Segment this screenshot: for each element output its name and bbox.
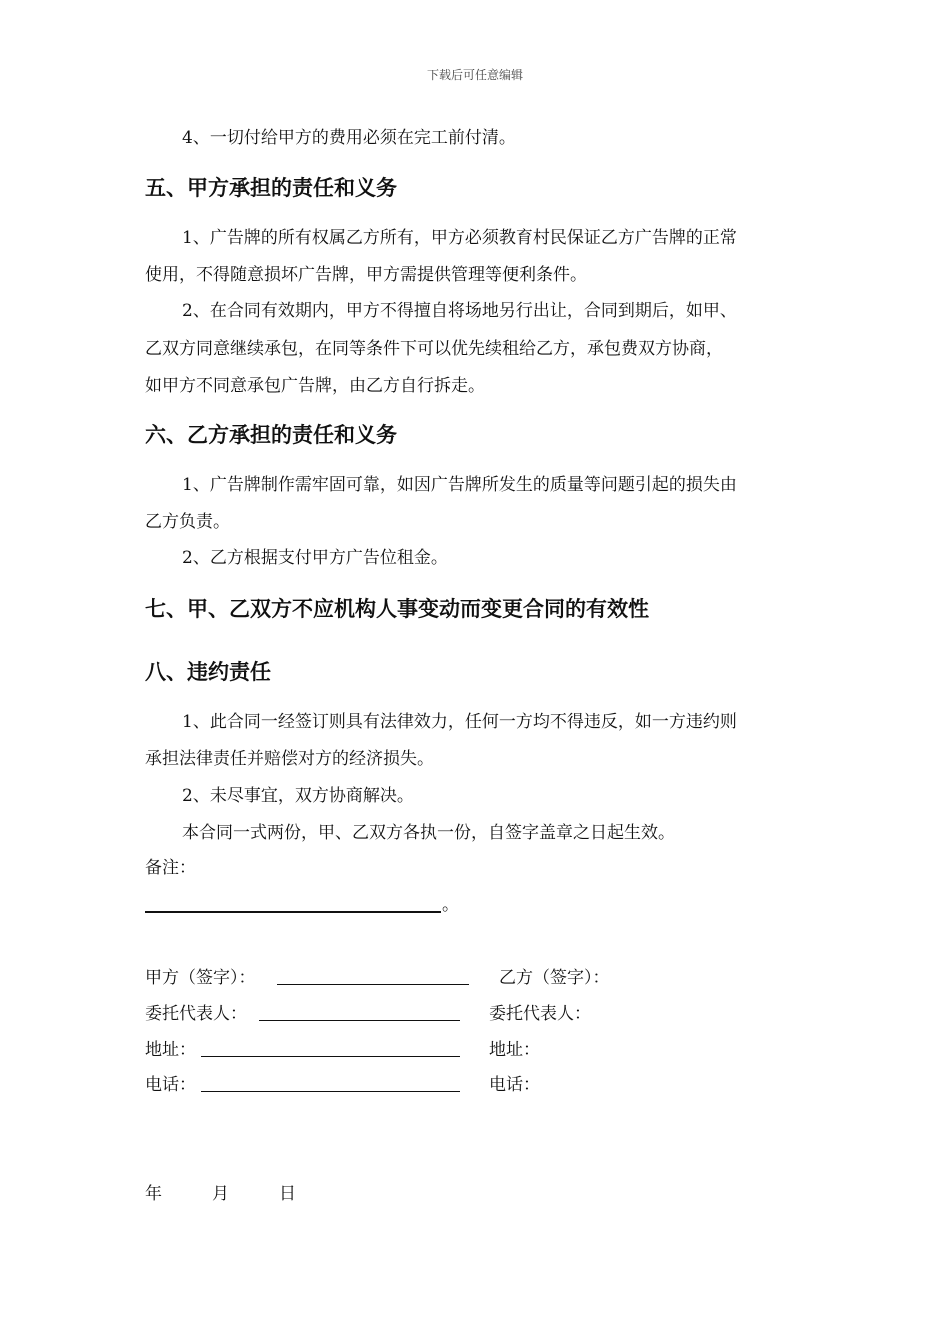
sec8-item2: 2、未尽事宜，双方协商解决。 bbox=[182, 786, 414, 806]
party-b-phone-label: 电话： bbox=[489, 1075, 540, 1095]
date-day: 日 bbox=[279, 1184, 296, 1204]
sec6-item2: 2、乙方根据支付甲方广告位租金。 bbox=[182, 548, 448, 568]
party-a-address-field[interactable] bbox=[201, 1038, 460, 1057]
remarks-field[interactable] bbox=[145, 893, 441, 913]
remarks-label: 备注： bbox=[145, 858, 196, 878]
sec5-item2-line3: 如甲方不同意承包广告牌，由乙方自行拆走。 bbox=[145, 376, 485, 396]
closing-statement: 本合同一式两份，甲、乙双方各执一份，自签字盖章之日起生效。 bbox=[182, 823, 675, 843]
party-a-rep-field[interactable] bbox=[259, 1002, 460, 1021]
party-a-rep-label: 委托代表人： bbox=[145, 1004, 247, 1024]
sec5-item1-line2: 使用，不得随意损坏广告牌，甲方需提供管理等便利条件。 bbox=[145, 265, 587, 285]
party-a-signature-field[interactable] bbox=[277, 966, 469, 985]
party-a-phone-field[interactable] bbox=[201, 1073, 460, 1092]
sec8-item1-line1: 1、此合同一经签订则具有法律效力，任何一方均不得违反，如一方违约则 bbox=[182, 712, 737, 732]
sec5-item2-line2: 乙双方同意继续承包，在同等条件下可以优先续租给乙方，承包费双方协商， bbox=[145, 339, 723, 359]
party-a-signature-label: 甲方（签字）： bbox=[145, 968, 256, 988]
party-b-address-label: 地址： bbox=[489, 1040, 540, 1060]
party-a-address-label: 地址： bbox=[145, 1040, 196, 1060]
sec5-item1-line1: 1、广告牌的所有权属乙方所有，甲方必须教育村民保证乙方广告牌的正常 bbox=[182, 228, 737, 248]
remarks-period: 。 bbox=[442, 895, 459, 915]
party-a-phone-label: 电话： bbox=[145, 1075, 196, 1095]
sec6-item1-line2: 乙方负责。 bbox=[145, 512, 230, 532]
section-7-title: 七、甲、乙双方不应机构人事变动而变更合同的有效性 bbox=[145, 597, 649, 621]
sec5-item2-line1: 2、在合同有效期内，甲方不得擅自将场地另行出让，合同到期后，如甲、 bbox=[182, 301, 737, 321]
party-b-rep-label: 委托代表人： bbox=[489, 1004, 591, 1024]
party-b-signature-label: 乙方（签字）： bbox=[499, 968, 610, 988]
page-header: 下载后可任意编辑 bbox=[426, 68, 523, 82]
date-year: 年 bbox=[145, 1184, 162, 1204]
sec8-item1-line2: 承担法律责任并赔偿对方的经济损失。 bbox=[145, 749, 434, 769]
remarks-underline bbox=[145, 893, 441, 913]
sec6-item1-line1: 1、广告牌制作需牢固可靠，如因广告牌所发生的质量等问题引起的损失由 bbox=[182, 475, 737, 495]
section-5-title: 五、甲方承担的责任和义务 bbox=[145, 176, 397, 200]
payment-clause: 4、一切付给甲方的费用必须在完工前付清。 bbox=[182, 128, 516, 148]
section-6-title: 六、乙方承担的责任和义务 bbox=[145, 423, 397, 447]
section-8-title: 八、违约责任 bbox=[145, 660, 271, 684]
date-month: 月 bbox=[212, 1184, 229, 1204]
